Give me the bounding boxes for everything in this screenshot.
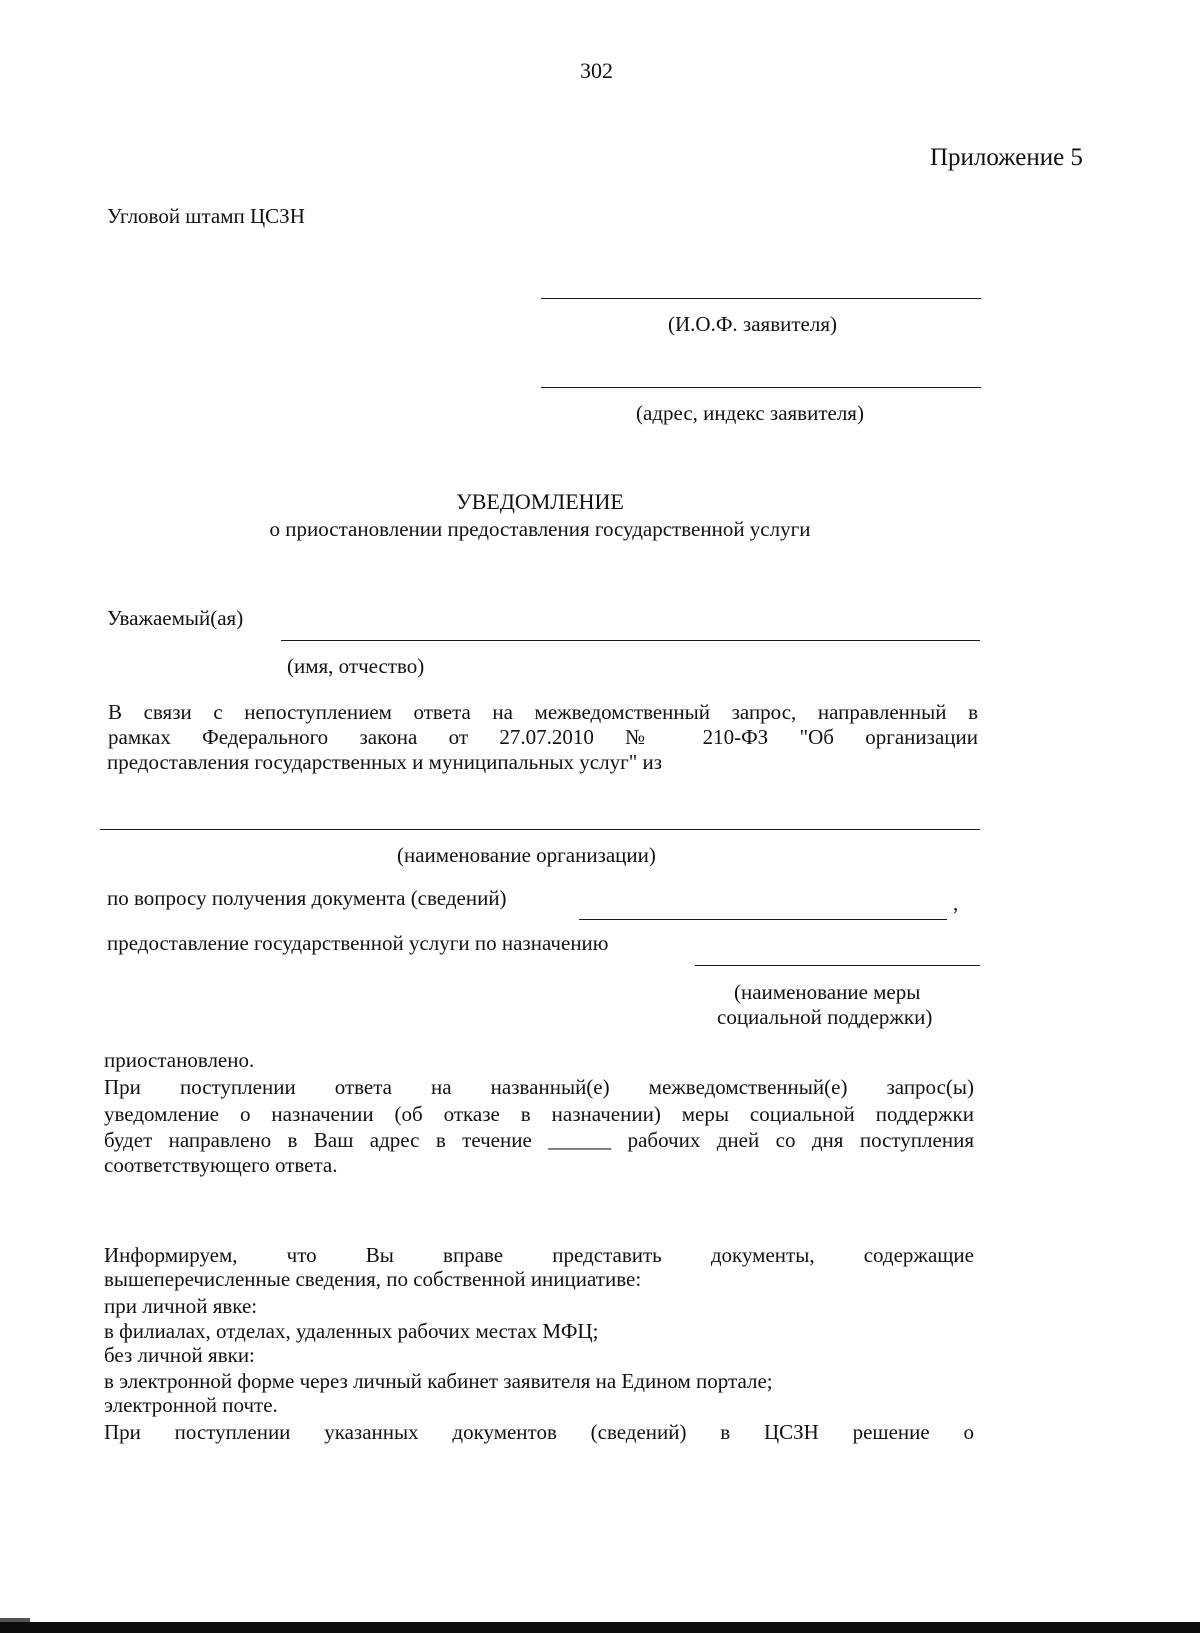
document-question: по вопросу получения документа (сведений) (107, 886, 507, 910)
appendix-label: Приложение 5 (930, 144, 1083, 171)
applicant-name-line (541, 298, 981, 299)
service-line: предоставление государственной услуги по назначению (107, 931, 609, 955)
paragraph3-line7: электронной почте. (104, 1393, 278, 1417)
paragraph3-line5: без личной явки: (104, 1343, 255, 1367)
paragraph1-line3: предоставления государственных и муниципальных услуг" из (107, 750, 663, 774)
paragraph2-line4: соответствующего ответа. (104, 1153, 338, 1177)
organization-caption: (наименование организации) (397, 843, 656, 867)
paragraph3-line8: При поступлении указанных документов (сведений) в ЦСЗН решение о (104, 1420, 974, 1444)
suspended-text: приостановлено. (104, 1048, 255, 1072)
page-number: 302 (580, 58, 613, 83)
document-subtitle: о приостановлении предоставления государственной услуги (269, 517, 811, 541)
paragraph3-line2: вышеперечисленные сведения, по собственной инициативе: (104, 1267, 642, 1291)
paragraph1-line1: В связи с непоступлением ответа на межведомственный запрос, направленный в (108, 700, 978, 724)
document-question-comma: , (953, 891, 959, 915)
paragraph1-line2: рамках Федерального закона от 27.07.2010 № 210-ФЗ "Об организации (108, 725, 978, 749)
scan-bottom-edge (0, 1622, 1200, 1633)
greeting: Уважаемый(ая) (107, 606, 244, 630)
measure-line (695, 965, 980, 966)
measure-caption-1: (наименование меры (734, 980, 921, 1004)
paragraph2-line2: уведомление о назначении (об отказе в назначении) меры социальной поддержки (104, 1102, 974, 1126)
paragraph3-line6: в электронной форме через личный кабинет заявителя на Едином портале; (104, 1369, 773, 1393)
applicant-name-caption: (И.О.Ф. заявителя) (668, 312, 837, 336)
greeting-caption: (имя, отчество) (287, 654, 425, 678)
measure-caption-2: социальной поддержки) (717, 1005, 933, 1029)
paragraph3-line1: Информируем, что Вы вправе представить документы, содержащие (104, 1243, 974, 1267)
greeting-name-line (281, 640, 980, 641)
applicant-address-line (541, 387, 981, 388)
document-question-line (579, 919, 947, 920)
paragraph3-line4: в филиалах, отделах, удаленных рабочих местах МФЦ; (104, 1319, 599, 1343)
corner-stamp-label: Угловой штамп ЦСЗН (107, 204, 305, 228)
paragraph2-line3: будет направлено в Ваш адрес в течение ______ рабочих дней со дня поступления (104, 1128, 974, 1152)
paragraph3-line3: при личной явке: (104, 1294, 258, 1318)
paragraph2-line1: При поступлении ответа на названный(е) межведомственный(е) запрос(ы) (104, 1075, 974, 1099)
document-title: УВЕДОМЛЕНИЕ (456, 489, 624, 514)
organization-line (100, 829, 980, 830)
applicant-address-caption: (адрес, индекс заявителя) (636, 401, 864, 425)
